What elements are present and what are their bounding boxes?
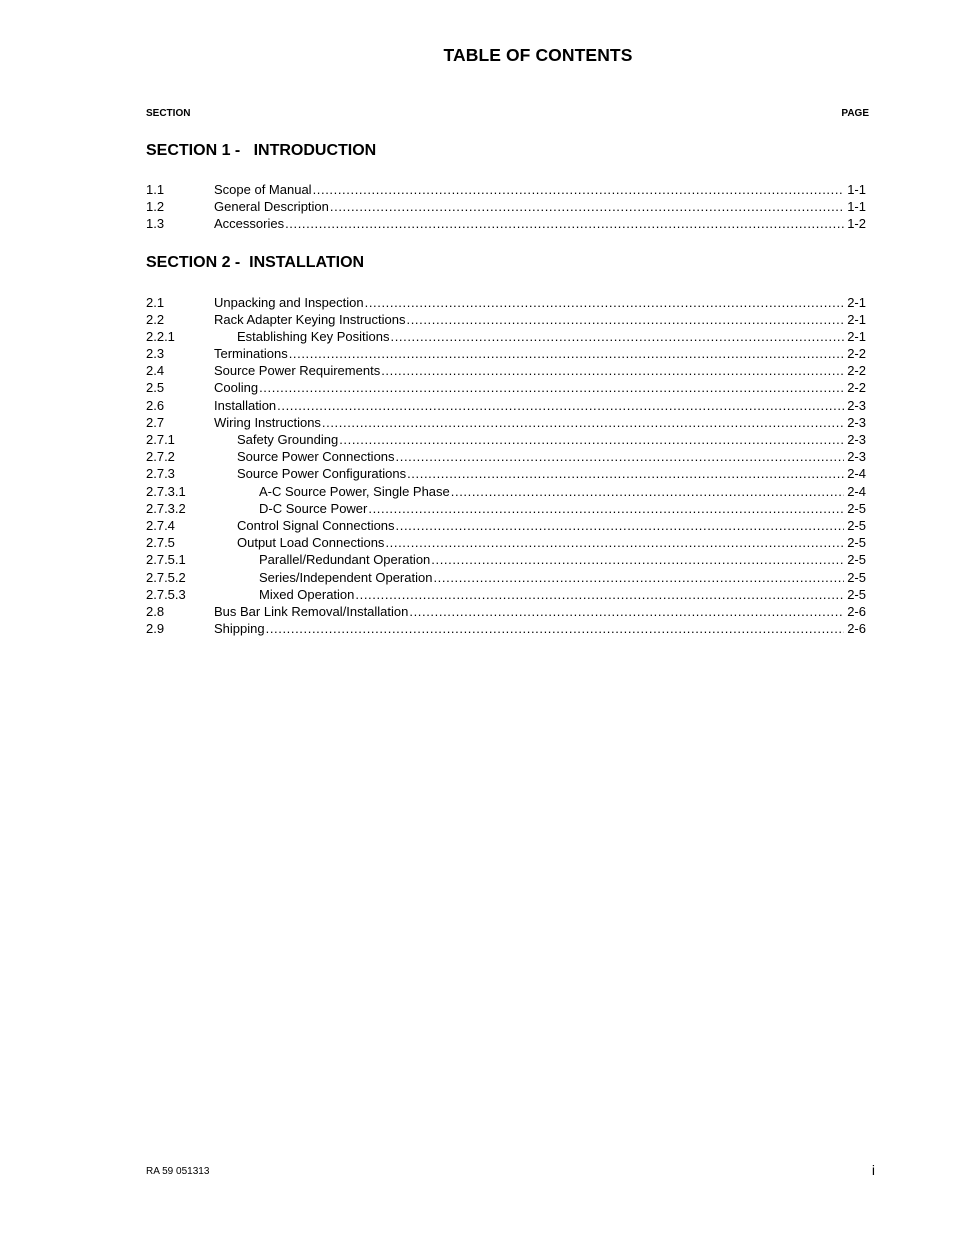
dot-leader	[365, 294, 845, 311]
toc-entry-page: 2-4	[844, 465, 866, 482]
toc-entry-row[interactable]	[146, 362, 866, 379]
toc-entry-title: Output Load Connections	[237, 535, 385, 551]
toc-entry-title: Installation	[214, 397, 277, 413]
toc-entry-page: 2-3	[844, 397, 866, 414]
document-id: RA 59 051313	[146, 1166, 210, 1177]
toc-entry-title: Accessories	[214, 216, 285, 232]
dot-leader	[433, 569, 844, 586]
toc-entry-row[interactable]	[146, 431, 866, 448]
section-2-toc-list	[146, 294, 866, 638]
toc-entry-line	[237, 328, 866, 345]
toc-entry-page: 2-5	[844, 569, 866, 586]
toc-entry-page: 1-2	[844, 215, 866, 232]
dot-leader	[277, 397, 844, 414]
toc-entry-number: 2.4	[146, 363, 165, 379]
page-column-header: PAGE	[841, 108, 869, 119]
toc-entry-line	[237, 448, 866, 465]
dot-leader	[396, 517, 845, 534]
toc-entry-number: 1.2	[146, 199, 165, 215]
toc-entry-title: A-C Source Power, Single Phase	[259, 483, 450, 499]
toc-entry-row[interactable]	[146, 569, 866, 586]
toc-entry-title: General Description	[214, 199, 329, 215]
toc-entry-page: 1-1	[844, 198, 866, 215]
toc-entry-row[interactable]	[146, 517, 866, 534]
toc-entry-title: Mixed Operation	[259, 586, 355, 602]
toc-entry-title: Terminations	[214, 346, 288, 362]
toc-entry-title: Rack Adapter Keying Instructions	[214, 311, 406, 327]
toc-entry-number: 2.6	[146, 397, 165, 413]
dot-leader	[289, 345, 845, 362]
toc-entry-page: 1-1	[844, 181, 866, 198]
toc-entry-line	[214, 397, 866, 414]
toc-entry-page: 2-3	[844, 448, 866, 465]
toc-entry-number: 2.9	[146, 621, 165, 637]
toc-entry-row[interactable]	[146, 345, 866, 362]
toc-entry-line	[214, 345, 866, 362]
section-1-toc-list	[146, 181, 866, 233]
toc-entry-page: 2-2	[844, 379, 866, 396]
toc-entry-title: Source Power Connections	[237, 449, 395, 465]
toc-entry-line	[259, 500, 866, 517]
toc-entry-title: Safety Grounding	[237, 432, 339, 447]
toc-entry-title: Series/Independent Operation	[259, 569, 433, 585]
toc-entry-page: 2-3	[844, 414, 866, 431]
toc-entry-line	[237, 431, 866, 448]
toc-entry-line	[259, 551, 866, 568]
toc-entry-page: 2-2	[844, 345, 866, 362]
toc-entry-page: 2-5	[844, 534, 866, 551]
toc-entry-number: 2.7.3	[146, 466, 175, 482]
section-1-heading: SECTION 1 - INTRODUCTION	[146, 142, 377, 159]
toc-entry-row[interactable]	[146, 215, 866, 232]
toc-entry-number: 2.7.5.3	[146, 586, 186, 602]
toc-entry-title: D-C Source Power	[259, 500, 368, 516]
toc-entry-row[interactable]	[146, 294, 866, 311]
toc-entry-number: 2.7	[146, 414, 165, 430]
toc-entry-title: Wiring Instructions	[214, 414, 321, 430]
dot-leader	[407, 311, 845, 328]
dot-leader	[322, 414, 844, 431]
toc-entry-line	[214, 603, 866, 620]
dot-leader	[396, 448, 845, 465]
dot-leader	[259, 379, 844, 396]
toc-entry-title: Parallel/Redundant Operation	[259, 552, 431, 568]
toc-entry-line	[259, 586, 866, 603]
toc-entry-number: 2.7.3.2	[146, 500, 186, 516]
toc-entry-line	[214, 620, 866, 637]
toc-entry-number: 2.2.1	[146, 328, 175, 344]
dot-leader	[390, 328, 844, 345]
toc-entry-line	[237, 534, 866, 551]
toc-entry-title: Bus Bar Link Removal/Installation	[214, 603, 409, 619]
toc-entry-line	[214, 198, 866, 215]
toc-entry-row[interactable]	[146, 551, 866, 568]
dot-leader	[313, 181, 845, 198]
toc-entry-number: 2.5	[146, 380, 165, 396]
toc-entry-title: Establishing Key Positions	[237, 328, 390, 344]
dot-leader	[355, 586, 844, 603]
toc-entry-page: 2-1	[844, 311, 866, 328]
toc-entry-number: 2.7.3.1	[146, 483, 186, 499]
toc-entry-row[interactable]	[146, 603, 866, 620]
toc-entry-row[interactable]	[146, 483, 866, 500]
toc-entry-line	[237, 517, 866, 534]
dot-leader	[368, 500, 844, 517]
toc-entry-number: 1.3	[146, 216, 165, 232]
toc-entry-row[interactable]	[146, 198, 866, 215]
toc-entry-page: 2-6	[844, 620, 866, 637]
toc-entry-row[interactable]	[146, 500, 866, 517]
toc-entry-number: 2.1	[146, 294, 165, 310]
toc-entry-number: 2.7.2	[146, 449, 175, 465]
toc-entry-line	[214, 181, 866, 198]
section-column-header: SECTION	[146, 108, 191, 119]
toc-entry-page: 2-5	[844, 551, 866, 568]
toc-entry-title: Source Power Configurations	[237, 466, 407, 482]
toc-entry-row[interactable]	[146, 448, 866, 465]
toc-entry-number: 2.7.5	[146, 535, 175, 551]
toc-entry-title: Unpacking and Inspection	[214, 294, 364, 310]
toc-entry-row[interactable]	[146, 620, 866, 637]
toc-entry-number: 1.1	[146, 182, 165, 197]
toc-entry-line	[214, 311, 866, 328]
toc-entry-page: 2-1	[844, 294, 866, 311]
dot-leader	[381, 362, 844, 379]
toc-entry-row[interactable]	[146, 181, 866, 198]
dot-leader	[266, 620, 845, 637]
toc-entry-row[interactable]	[146, 311, 866, 328]
toc-entry-line	[259, 569, 866, 586]
toc-entry-line	[214, 379, 866, 396]
dot-leader	[451, 483, 844, 500]
toc-entry-line	[214, 414, 866, 431]
toc-entry-row[interactable]	[146, 328, 866, 345]
toc-entry-number: 2.8	[146, 603, 165, 619]
toc-entry-page: 2-5	[844, 517, 866, 534]
toc-entry-page: 2-6	[844, 603, 866, 620]
section-2-heading: SECTION 2 - INSTALLATION	[146, 254, 365, 271]
dot-leader	[431, 551, 844, 568]
toc-entry-row[interactable]	[146, 465, 866, 482]
toc-entry-number: 2.7.4	[146, 517, 175, 533]
dot-leader	[409, 603, 844, 620]
dot-leader	[285, 215, 844, 232]
dot-leader	[407, 465, 844, 482]
toc-entry-line	[237, 465, 866, 482]
toc-entry-line	[259, 483, 866, 500]
toc-entry-title: Cooling	[214, 380, 259, 396]
toc-entry-page: 2-3	[844, 431, 866, 448]
toc-entry-number: 2.7.1	[146, 432, 175, 447]
toc-entry-row[interactable]	[146, 414, 866, 431]
toc-entry-title: Scope of Manual	[214, 182, 312, 197]
toc-entry-number: 2.7.5.1	[146, 552, 186, 568]
toc-entry-number: 2.2	[146, 311, 165, 327]
dot-leader	[330, 198, 844, 215]
toc-entry-row[interactable]	[146, 397, 866, 414]
toc-entry-title: Control Signal Connections	[237, 517, 395, 533]
toc-entry-page: 2-1	[844, 328, 866, 345]
page-number: i	[871, 1162, 875, 1178]
page-title: TABLE OF CONTENTS	[443, 45, 633, 65]
dot-leader	[339, 431, 844, 448]
toc-entry-line	[214, 215, 866, 232]
toc-entry-number: 2.7.5.2	[146, 569, 186, 585]
toc-entry-title: Source Power Requirements	[214, 363, 381, 379]
toc-entry-line	[214, 294, 866, 311]
toc-entry-page: 2-2	[844, 362, 866, 379]
toc-entry-line	[214, 362, 866, 379]
toc-entry-row[interactable]	[146, 586, 866, 603]
toc-entry-page: 2-5	[844, 586, 866, 603]
dot-leader	[385, 534, 844, 551]
toc-entry-row[interactable]	[146, 534, 866, 551]
toc-entry-page: 2-4	[844, 483, 866, 500]
toc-entry-number: 2.3	[146, 346, 165, 362]
toc-entry-page: 2-5	[844, 500, 866, 517]
toc-entry-row[interactable]	[146, 379, 866, 396]
toc-entry-title: Shipping	[214, 621, 265, 637]
